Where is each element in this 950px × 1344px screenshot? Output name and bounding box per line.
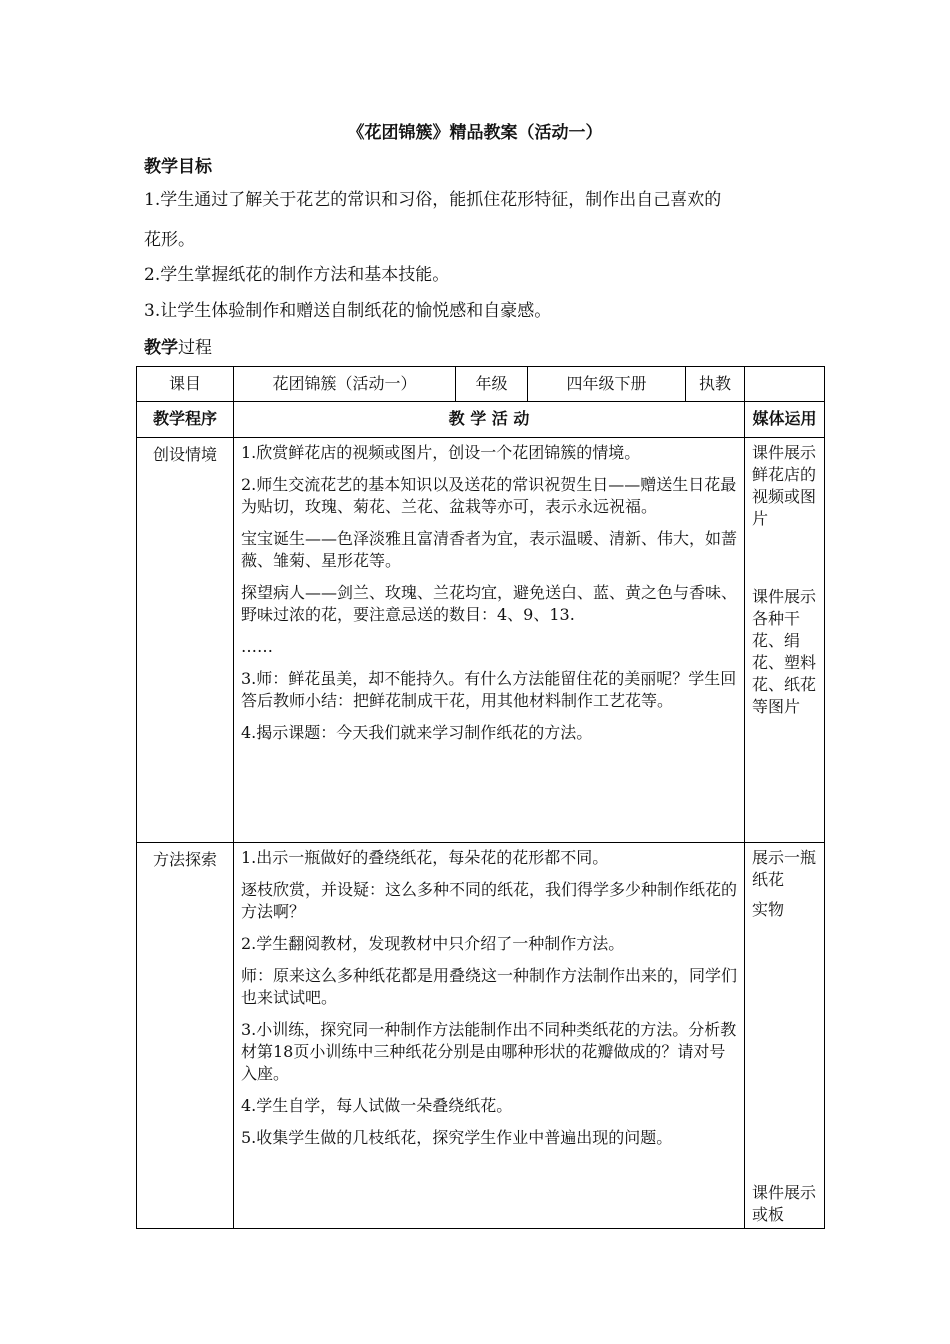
- activity-item: 2.师生交流花艺的基本知识以及送花的常识祝贺生日——赠送生日花最为贴切，玫瑰、菊花、兰花、盆栽等亦可，表示永远祝福。: [241, 475, 737, 516]
- goal-item-3: 3.让学生体验制作和赠送自制纸花的愉悦感和自豪感。: [144, 301, 552, 321]
- activity-item: 5.收集学生做的几枝纸花，探究学生作业中普遍出现的问题。: [241, 1128, 673, 1147]
- activity-item: 1.出示一瓶做好的叠绕纸花，每朵花的花形都不同。: [241, 848, 609, 867]
- column-header-row: [137, 402, 825, 438]
- activity-cell: [234, 843, 745, 1229]
- grade-label: 年级: [456, 367, 528, 402]
- media-item: 课件展示或板: [752, 1183, 817, 1224]
- table-row: [137, 438, 825, 843]
- activity-item: 3.小训练，探究同一种制作方法能制作出不同种类纸花的方法。分析教材第18页小训练中三种纸花分别是由哪种形状的花瓣做成的？请对号入座。: [241, 1020, 737, 1083]
- stage-cell: 方法探索: [137, 843, 234, 1229]
- media-cell: [745, 843, 825, 1229]
- goal-item-2: 2.学生掌握纸花的制作方法和基本技能。: [144, 265, 450, 285]
- goals-heading: 教学目标: [144, 157, 212, 177]
- activity-item: 1.欣赏鲜花店的视频或图片，创设一个花团锦簇的情境。: [241, 443, 641, 462]
- activity-cell: [234, 438, 745, 843]
- stage-cell: 创设情境: [137, 438, 234, 843]
- media-item: 展示一瓶纸花: [752, 848, 817, 889]
- process-heading: [144, 333, 212, 358]
- activity-item: 2.学生翻阅教材，发现教材中只介绍了一种制作方法。: [241, 934, 625, 953]
- goal-item-1-line-1: 1.学生通过了解关于花艺的常识和习俗，能抓住花形特征，制作出自己喜欢的: [144, 190, 722, 210]
- process-heading-bold: 教学: [144, 338, 178, 358]
- media-item: 实物: [752, 900, 785, 919]
- activity-column-header: 教 学 活 动: [234, 402, 745, 438]
- activity-item: 3.师：鲜花虽美，却不能持久。有什么方法能留住花的美丽呢？学生回答后教师小结：把鲜花制成干花，用其他材料制作工艺花等。: [241, 669, 737, 710]
- teacher-label: 执教: [686, 367, 745, 402]
- process-table: [136, 366, 825, 1229]
- activity-item: ……: [241, 637, 273, 656]
- activity-item: 4.揭示课题：今天我们就来学习制作纸花的方法。: [241, 723, 593, 742]
- teacher-value: [745, 367, 825, 402]
- procedure-column-header: 教学程序: [137, 402, 234, 438]
- activity-item: 4.学生自学，每人试做一朵叠绕纸花。: [241, 1096, 513, 1115]
- page-title: 《花团锦簇》精品教案（活动一）: [347, 123, 603, 143]
- course-label: 课目: [137, 367, 234, 402]
- header-row: [137, 367, 825, 402]
- course-value: 花团锦簇（活动一）: [234, 367, 456, 402]
- activity-item: 宝宝诞生——色泽淡雅且富清香者为宜，表示温暖、清新、伟大，如蔷薇、雏菊、星形花等。: [241, 529, 738, 570]
- grade-value: 四年级下册: [528, 367, 686, 402]
- media-column-header: 媒体运用: [745, 402, 825, 438]
- process-heading-rest: 过程: [178, 338, 212, 358]
- table-row: [137, 843, 825, 1229]
- media-cell: [745, 438, 825, 843]
- activity-item: 师：原来这么多种纸花都是用叠绕这一种制作方法制作出来的，同学们也来试试吧。: [241, 966, 738, 1007]
- media-item: 课件展示鲜花店的视频或图片: [752, 443, 817, 528]
- media-item: 课件展示各种干花、绢花、塑料花、纸花等图片: [752, 587, 817, 716]
- activity-item: 探望病人——剑兰、玫瑰、兰花均宜，避免送白、蓝、黄之色与香味、野味过浓的花，要注意忌送的数目：4、9、13.: [241, 583, 738, 624]
- goal-item-1-line-2: 花形。: [144, 230, 195, 250]
- activity-item: 逐枝欣赏，并设疑：这么多种不同的纸花，我们得学多少种制作纸花的方法啊？: [241, 880, 738, 921]
